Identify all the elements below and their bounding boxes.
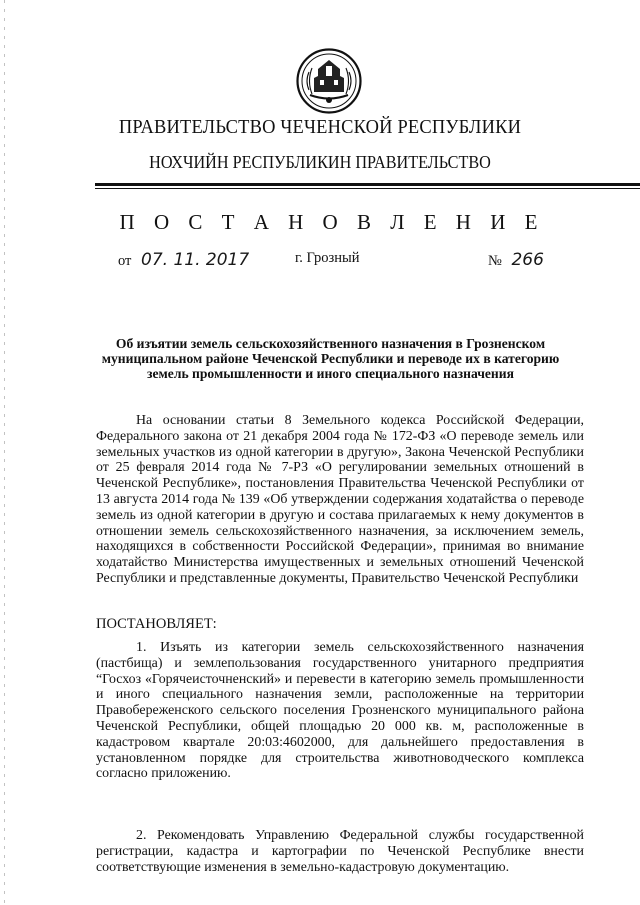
coat-of-arms-icon <box>296 48 362 114</box>
document-date <box>118 250 249 270</box>
date-prefix: от <box>118 253 132 269</box>
document-type: П О С Т А Н О В Л Е Н И Е <box>119 210 545 234</box>
number-handwritten: 266 <box>511 250 544 270</box>
header-divider-thin <box>95 188 640 189</box>
decree-item-2: 2. Рекомендовать Управлению Федеральной службы государственной регистрации, кадастра и картографии по Чеченской Республике внести соответствующие изменения в земельно-кадастровую документацию. <box>96 828 584 875</box>
preamble-paragraph: На основании статьи 8 Земельного кодекса Российской Федерации, Федерального закона от 21 декабря 2004 года № 172-ФЗ «О переводе земель или земельных участков из одной категории в другую», Закона Чеченской Республики от 25 февраля 2014 года № 7-РЗ «О регулировании земельных отношений в Чеченской Республике», постановления Правительства Чеченской Республики от 13 августа 2014 года № 139 «Об утверждении содержания ходатайства о переводе земель из одной категории в другую и состава прилагаемых к нему документов в отношении земель сельскохозяйственного назначения, за исключением земель, находящихся в собственности Российской Федерации», принимая во внимание ходатайство Министерства имущественных и земельных отношений Чеченской Республики и представленные документы, Правительство Чеченской Республики <box>96 413 584 586</box>
org-subtitle: НОХЧИЙН РЕСПУБЛИКИН ПРАВИТЕЛЬСТВО <box>149 152 491 172</box>
scan-edge-artifact <box>4 0 5 905</box>
document-city: г. Грозный <box>295 250 360 266</box>
decree-item-1: 1. Изъять из категории земель сельскохозяйственного назначения (пастбища) и землепользования государственного унитарного предприятия “Госхоз «Горячеисточненский» и перевести в категорию земель промышленности и иного специального назначения земли, расположенные на территории Правобереженского сельского поселения Грозненского муниципального района Чеченской Республики, общей площадью 20 000 кв. м, расположенные в кадастровом квартале 20:03:4602000, для дальнейшего предоставления в установленном порядке для строительства животноводческого комплекса согласно приложению. <box>96 640 584 782</box>
org-title: ПРАВИТЕЛЬСТВО ЧЕЧЕНСКОЙ РЕСПУБЛИКИ <box>118 116 522 138</box>
number-prefix: № <box>488 253 502 269</box>
decree-heading: ПОСТАНОВЛЯЕТ: <box>96 616 217 632</box>
document-number <box>488 250 544 270</box>
date-handwritten: 07. 11. 2017 <box>141 250 250 270</box>
document-title: Об изъятии земель сельскохозяйственного назначения в Грозненском муниципальном районе Чеченской Республики и переводе их в категорию земель промышленности и иного специального назначения <box>101 336 560 381</box>
header-divider-thick <box>95 183 640 186</box>
